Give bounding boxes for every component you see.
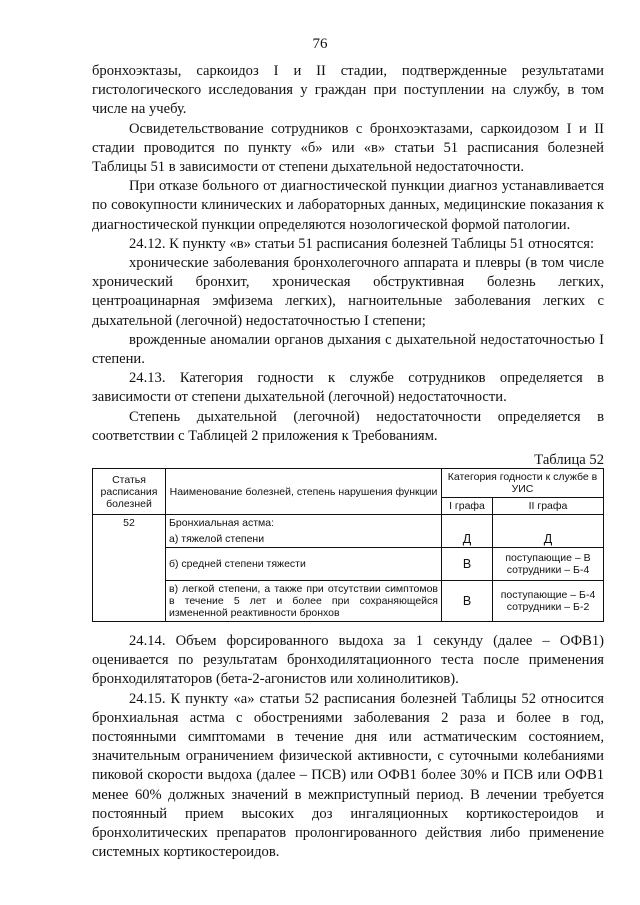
table-row	[93, 515, 604, 532]
paragraph: врожденные аномалии органов дыхания с дыхательной недостаточностью I степени.	[92, 331, 604, 368]
row-col2: поступающие – Б-4 сотрудники – Б-2	[493, 581, 604, 622]
row-col1: В	[442, 548, 493, 581]
paragraph: 24.13. Категория годности к службе сотрудников определяется в зависимости от степени дыхательной (легочной) недостаточности.	[92, 370, 604, 406]
header-category: Категория годности к службе в УИС	[442, 469, 604, 498]
paragraph: Степень дыхательной (легочной) недостаточности определяется в соответствии с Таблицей 2 приложения к Требованиям.	[92, 408, 604, 444]
header-article: Статья расписания болезней	[93, 469, 166, 515]
paragraph: хронические заболевания бронхолегочного аппарата и плевры (в том числе хронический бронхит, хроническая обструктивная болезнь легких, центроацинарная эмфизема легких), нагноительные заболевания легких с дыхательной (легочной) недостаточностью I степени;	[92, 255, 604, 329]
header-col2: II графа	[493, 498, 604, 515]
header-disease: Наименование болезней, степень нарушения функции	[166, 469, 442, 515]
table-row	[93, 531, 604, 548]
disease-table	[92, 468, 604, 622]
body-text-bottom	[92, 632, 604, 862]
table-caption: Таблица 52	[534, 452, 604, 468]
paragraph: 24.15. К пункту «а» статьи 52 расписания болезней Таблицы 52 относится бронхиальная астма с обострениями заболевания 2 раза и более в год, постоянными симптомами в течение дня или астматическим состоянием, значительным ограничением физической активности, с суточными колебаниями пиковой скорости выдоха (далее – ПСВ) или ОФВ1 более 30% и ПСВ или ОФВ1 менее 60% должных значений в межприступный период. В лечении требуется постоянный прием высоких доз ингаляционных кортикостероидов и бронхолитических препаратов пролонгированного действия либо применение системных кортикостероидов.	[92, 690, 604, 861]
row-col2: Д	[493, 531, 604, 548]
header-col1: I графа	[442, 498, 493, 515]
table-row	[93, 548, 604, 581]
row-col2: поступающие – В сотрудники – Б-4	[493, 548, 604, 581]
article-number: 52	[93, 515, 166, 622]
row-col1: В	[442, 581, 493, 622]
disease-title: Бронхиальная астма:	[166, 515, 442, 532]
row-name: а) тяжелой степени	[166, 531, 442, 548]
paragraph: 24.14. Объем форсированного выдоха за 1 секунду (далее – ОФВ1) оценивается по результатам бронходилятационного теста после применения бронходилятаторов (бета-2-агонистов или холинолитиков).	[92, 633, 604, 688]
page-number: 76	[312, 36, 328, 52]
paragraph: При отказе больного от диагностической пункции диагноз устанавливается по совокупности клинических и лабораторных данных, медицинские показания к диагностической пункции определяются нозологической формой патологии.	[92, 178, 604, 233]
row-col1: Д	[442, 531, 493, 548]
row-name: в) легкой степени, а также при отсутствии симптомов в течение 5 лет и более при сохраняющейся измененной реактивности бронхов	[166, 581, 442, 622]
row-name: б) средней степени тяжести	[166, 548, 442, 581]
body-text-top	[92, 62, 604, 446]
table-row	[93, 581, 604, 622]
paragraph: 24.12. К пункту «в» статьи 51 расписания болезней Таблицы 51 относятся:	[129, 235, 595, 252]
paragraph: бронхоэктазы, саркоидоз I и II стадии, подтвержденные результатами гистологического исследования у граждан при поступлении на службу, в том числе на учебу.	[92, 63, 604, 118]
paragraph: Освидетельствование сотрудников с бронхоэктазами, саркоидозом I и II стадии проводится по пункту «б» или «в» статьи 51 расписания болезней Таблицы 51 в зависимости от степени дыхательной недостаточности.	[92, 120, 604, 176]
